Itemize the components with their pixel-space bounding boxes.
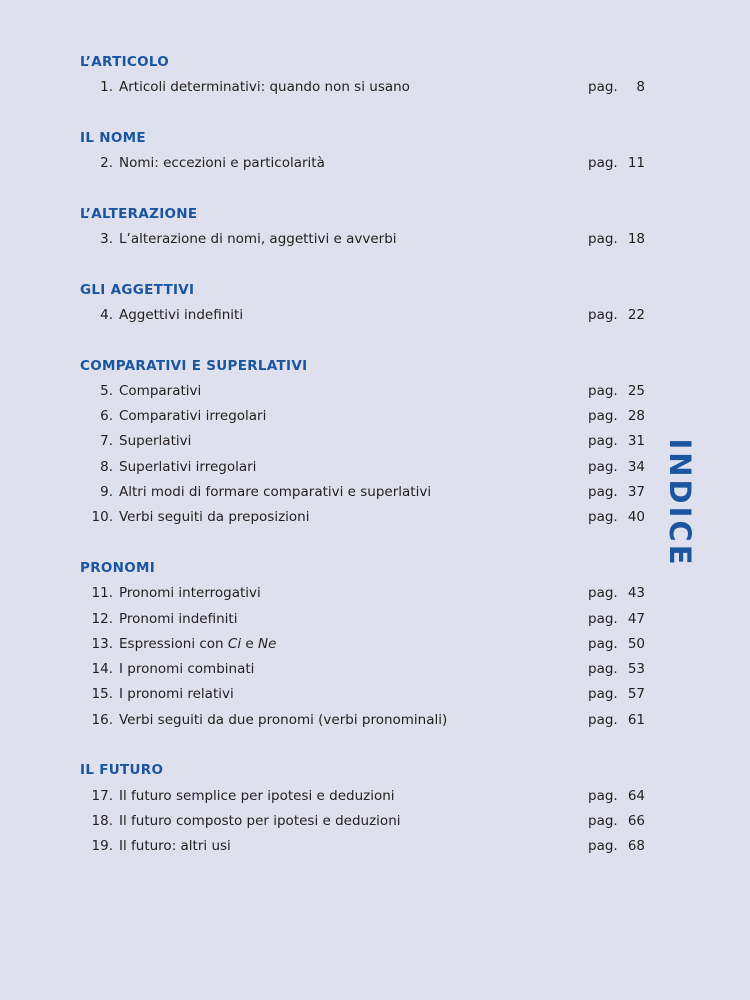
entry-title: Verbi seguiti da due pronomi (verbi pronominali): [119, 711, 448, 728]
toc-entry: [80, 708, 645, 733]
entry-number: 9.: [100, 484, 113, 501]
pag-label: pag.: [588, 838, 618, 855]
toc-entry: [80, 75, 645, 100]
entry-number: 16.: [91, 711, 113, 728]
pag-label: pag.: [588, 711, 618, 728]
entry-title: Il futuro: altri usi: [119, 838, 231, 855]
entry-number: 17.: [91, 787, 113, 804]
page-number: 53: [627, 661, 645, 678]
entry-title: Comparativi irregolari: [119, 408, 267, 425]
page-number: 34: [627, 458, 645, 475]
page-number: 8: [636, 79, 645, 96]
entry-title-part: Espressioni con: [119, 635, 228, 652]
page-number: 68: [627, 838, 645, 855]
page-number: 66: [627, 812, 645, 829]
entry-number: 8.: [100, 458, 113, 475]
pag-label: pag.: [588, 306, 618, 323]
entry-title: Altri modi di formare comparativi e superlativi: [119, 484, 432, 501]
pag-label: pag.: [588, 433, 618, 450]
entry-title: Articoli determinativi: quando non si usano: [119, 79, 410, 96]
toc-section: [80, 278, 645, 329]
section-heading: IL FUTURO: [80, 762, 164, 779]
entry-number: 7.: [100, 433, 113, 450]
toc-entry: [80, 607, 645, 632]
pag-label: pag.: [588, 635, 618, 652]
page-number: 37: [627, 484, 645, 501]
entry-number: 6.: [100, 408, 113, 425]
page-number: 25: [627, 382, 645, 399]
toc-entry: [80, 455, 645, 480]
entry-title: Pronomi indefiniti: [119, 610, 238, 627]
toc-entry: [80, 404, 645, 429]
pag-label: pag.: [588, 382, 618, 399]
entry-number: 18.: [91, 812, 113, 829]
entry-title: Il futuro semplice per ipotesi e deduzioni: [119, 787, 395, 804]
entry-number: 2.: [100, 155, 113, 172]
pag-label: pag.: [588, 458, 618, 475]
entry-number: 12.: [91, 610, 113, 627]
toc-entry: [80, 657, 645, 682]
pag-label: pag.: [588, 79, 618, 96]
entry-number: 19.: [91, 838, 113, 855]
entry-title: Verbi seguiti da preposizioni: [119, 509, 310, 526]
section-heading: IL NOME: [80, 129, 146, 146]
entry-number: 4.: [100, 306, 113, 323]
entry-title-part: e: [241, 635, 258, 652]
entry-number: 1.: [100, 79, 113, 96]
entry-title-part: Ci: [227, 635, 242, 652]
toc-entry: [80, 505, 645, 530]
toc-section: [80, 126, 645, 177]
page-number: 50: [627, 635, 645, 652]
toc-entry: [80, 303, 645, 328]
entry-title: I pronomi combinati: [119, 661, 255, 678]
pag-label: pag.: [588, 787, 618, 804]
entry-title: Il futuro composto per ipotesi e deduzioni: [119, 812, 401, 829]
section-heading: GLI AGGETTIVI: [80, 281, 195, 298]
page-number: 40: [627, 509, 645, 526]
side-title-text: INDICE: [663, 437, 697, 568]
table-of-contents: [80, 50, 645, 885]
entry-title: Aggettivi indefiniti: [119, 306, 244, 323]
toc-entry: [80, 784, 645, 809]
toc-entry: [80, 429, 645, 454]
page-number: 57: [627, 686, 645, 703]
pag-label: pag.: [588, 484, 618, 501]
entry-title: I pronomi relativi: [119, 686, 234, 703]
pag-label: pag.: [588, 408, 618, 425]
entry-number: 14.: [91, 661, 113, 678]
toc-entry: [80, 682, 645, 707]
toc-section: [80, 556, 645, 733]
page-number: 11: [627, 155, 645, 172]
pag-label: pag.: [588, 509, 618, 526]
pag-label: pag.: [588, 661, 618, 678]
entry-number: 3.: [100, 231, 113, 248]
entry-title: Superlativi irregolari: [119, 458, 257, 475]
entry-title: Nomi: eccezioni e particolarità: [119, 155, 325, 172]
toc-entry: [80, 480, 645, 505]
toc-section: [80, 50, 645, 101]
entry-title: Comparativi: [119, 382, 202, 399]
page-number: 43: [627, 585, 645, 602]
toc-entry: [80, 632, 645, 657]
side-title: [663, 437, 697, 568]
page-number: 31: [627, 433, 645, 450]
section-heading: L’ARTICOLO: [80, 54, 170, 70]
pag-label: pag.: [588, 686, 618, 703]
toc-entry: [80, 379, 645, 404]
pag-label: pag.: [588, 155, 618, 172]
page-number: 18: [627, 231, 645, 248]
pag-label: pag.: [588, 585, 618, 602]
pag-label: pag.: [588, 812, 618, 829]
page-number: 28: [627, 408, 645, 425]
pag-label: pag.: [588, 231, 618, 248]
toc-entry: [80, 809, 645, 834]
section-heading: PRONOMI: [80, 559, 156, 576]
toc-entry: [80, 227, 645, 252]
page-number: 61: [627, 711, 645, 728]
pag-label: pag.: [588, 610, 618, 627]
toc-section: [80, 202, 645, 253]
page-number: 64: [627, 787, 645, 804]
section-heading: L’ALTERAZIONE: [80, 205, 198, 222]
page-number: 22: [627, 306, 645, 323]
toc-entry: [80, 834, 645, 859]
entry-number: 13.: [91, 635, 113, 652]
entry-title: L’alterazione di nomi, aggettivi e avverbi: [119, 231, 397, 248]
toc-entry: [80, 151, 645, 176]
entry-number: 10.: [91, 509, 113, 526]
entry-number: 5.: [100, 382, 113, 399]
toc-entry: [80, 581, 645, 606]
entry-title: Pronomi interrogativi: [119, 585, 261, 602]
entry-number: 15.: [91, 686, 113, 703]
entry-number: 11.: [91, 585, 113, 602]
toc-section: [80, 354, 645, 531]
entry-title-part: Ne: [257, 635, 277, 652]
entry-title: [119, 632, 276, 657]
entry-title: Superlativi: [119, 433, 192, 450]
page-number: 47: [627, 610, 645, 627]
toc-section: [80, 758, 645, 859]
section-heading: COMPARATIVI E SUPERLATIVI: [80, 357, 308, 374]
